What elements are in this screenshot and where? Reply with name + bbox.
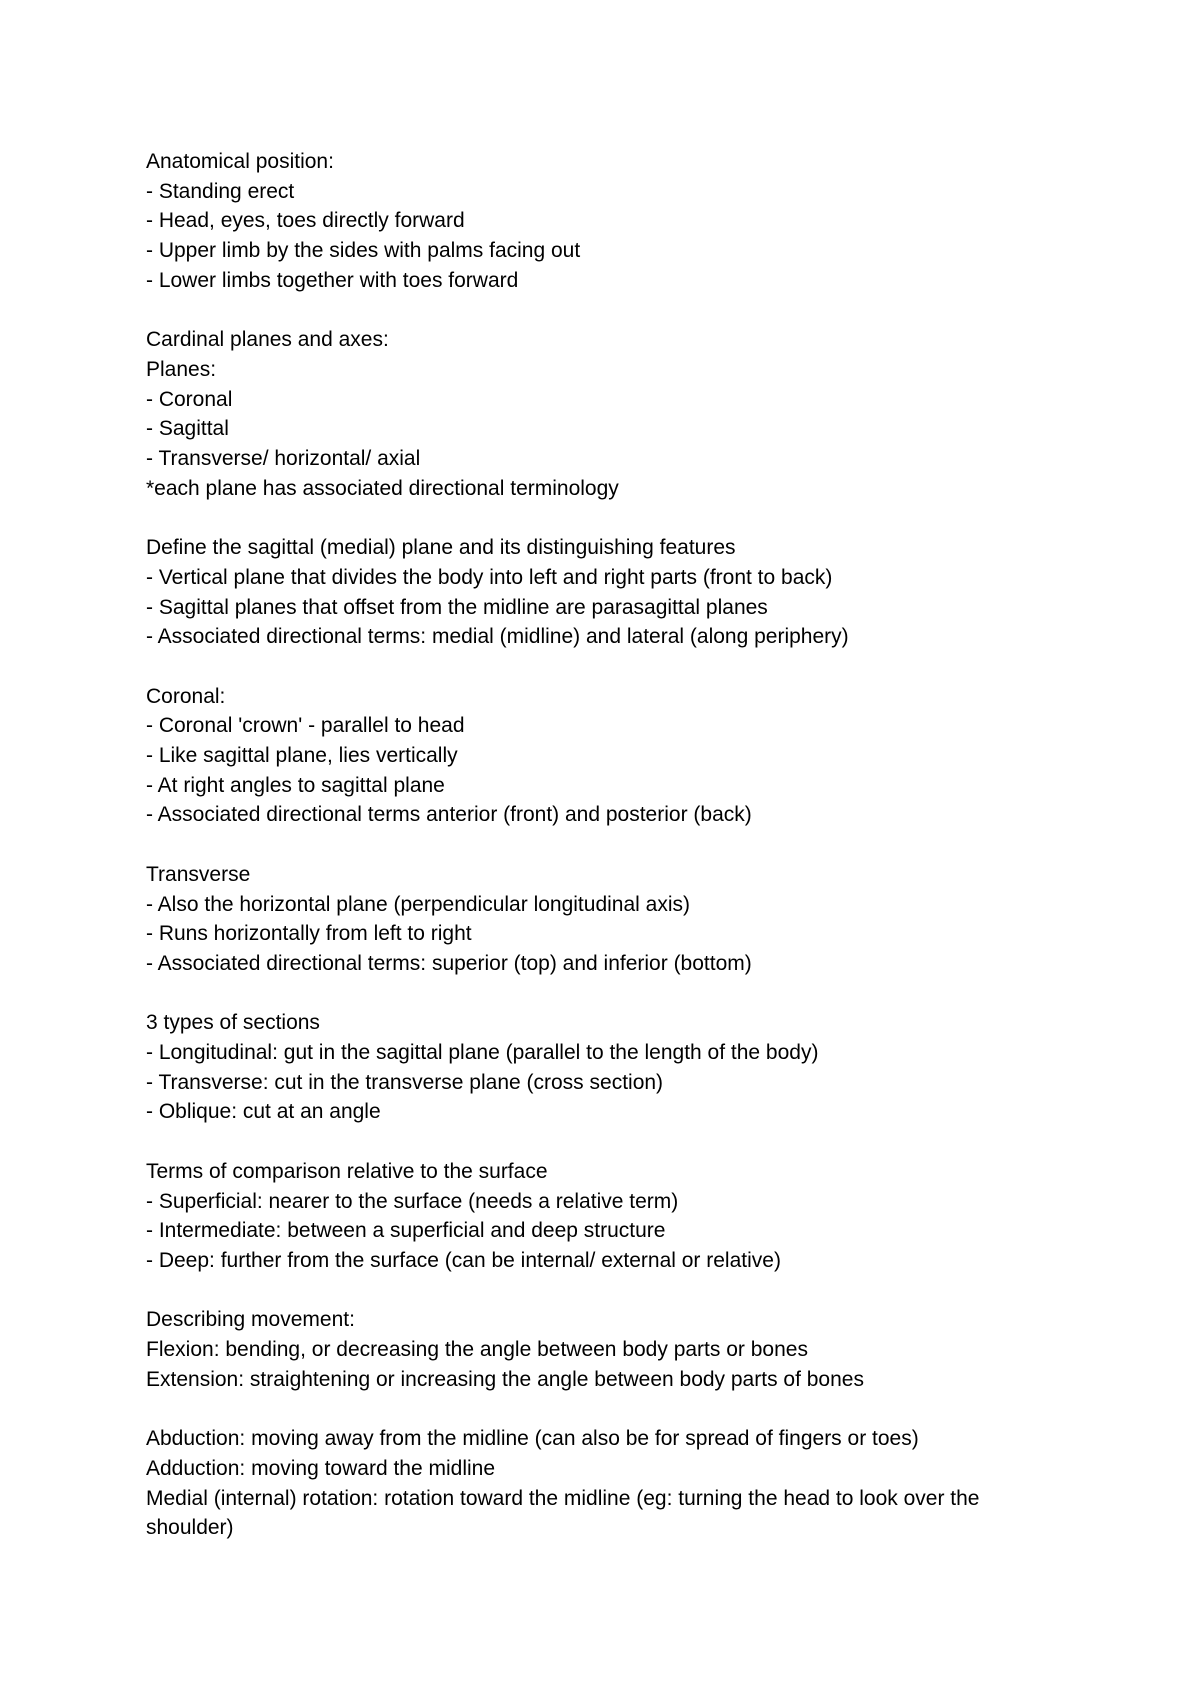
bullet-line: - Associated directional terms anterior (front) and posterior (back) (146, 803, 752, 827)
document-page (146, 147, 1146, 1573)
bullet-line: - Deep: further from the surface (can be internal/ external or relative) (146, 1248, 781, 1272)
definition-line: Abduction: moving away from the midline (can also be for spread of fingers or toes) (146, 1427, 919, 1451)
section-abduction-adduction (146, 1424, 1146, 1543)
bullet-line: - Sagittal planes that offset from the midline are parasagittal planes (146, 595, 768, 619)
note-line: *each plane has associated directional terminology (146, 476, 619, 500)
bullet-line: - Vertical plane that divides the body into left and right parts (front to back) (146, 565, 833, 589)
bullet-line: - Like sagittal plane, lies vertically (146, 744, 458, 768)
bullet-line: - Intermediate: between a superficial and deep structure (146, 1219, 666, 1243)
definition-line: Extension: straightening or increasing the angle between body parts of bones (146, 1367, 864, 1391)
section-terms-of-comparison (146, 1157, 1146, 1276)
section-cardinal-planes (146, 325, 1146, 503)
bullet-line: - Associated directional terms: medial (midline) and lateral (along periphery) (146, 625, 849, 649)
bullet-line: - Transverse/ horizontal/ axial (146, 447, 421, 471)
bullet-line: - Superficial: nearer to the surface (needs a relative term) (146, 1189, 679, 1213)
section-transverse (146, 860, 1146, 979)
section-coronal (146, 682, 1146, 831)
definition-line: Adduction: moving toward the midline (146, 1456, 496, 1480)
section-describing-movement (146, 1305, 1146, 1394)
section-heading: Describing movement: (146, 1308, 355, 1332)
subheading-line: Planes: (146, 357, 217, 381)
definition-line: Flexion: bending, or decreasing the angle between body parts or bones (146, 1338, 808, 1362)
section-heading: Define the sagittal (medial) plane and its distinguishing features (146, 536, 736, 560)
bullet-line: - At right angles to sagittal plane (146, 773, 445, 797)
section-heading: Anatomical position: (146, 150, 334, 173)
bullet-line: - Coronal (146, 387, 233, 411)
bullet-line: - Coronal 'crown' - parallel to head (146, 714, 465, 738)
bullet-line: - Longitudinal: gut in the sagittal plane (parallel to the length of the body) (146, 1041, 819, 1065)
section-heading: Transverse (146, 862, 251, 886)
section-sagittal-plane (146, 533, 1146, 652)
bullet-line: - Lower limbs together with toes forward (146, 268, 519, 292)
bullet-line: - Transverse: cut in the transverse plane (cross section) (146, 1070, 664, 1094)
bullet-line: - Associated directional terms: superior (top) and inferior (bottom) (146, 951, 752, 975)
section-heading: Terms of comparison relative to the surface (146, 1159, 548, 1183)
section-anatomical-position (146, 147, 1146, 296)
section-types-of-sections (146, 1008, 1146, 1127)
bullet-line: - Head, eyes, toes directly forward (146, 209, 465, 233)
definition-line: Medial (internal) rotation: rotation toward the midline (eg: turning the head to look over the shoulder) (146, 1486, 986, 1540)
section-heading: Cardinal planes and axes: (146, 328, 389, 352)
bullet-line: - Upper limb by the sides with palms facing out (146, 239, 581, 263)
bullet-line: - Runs horizontally from left to right (146, 922, 472, 946)
bullet-line: - Standing erect (146, 179, 295, 203)
section-heading: Coronal: (146, 684, 226, 708)
bullet-line: - Also the horizontal plane (perpendicular longitudinal axis) (146, 892, 690, 916)
bullet-line: - Sagittal (146, 417, 229, 441)
bullet-line: - Oblique: cut at an angle (146, 1100, 381, 1124)
section-heading: 3 types of sections (146, 1011, 320, 1035)
